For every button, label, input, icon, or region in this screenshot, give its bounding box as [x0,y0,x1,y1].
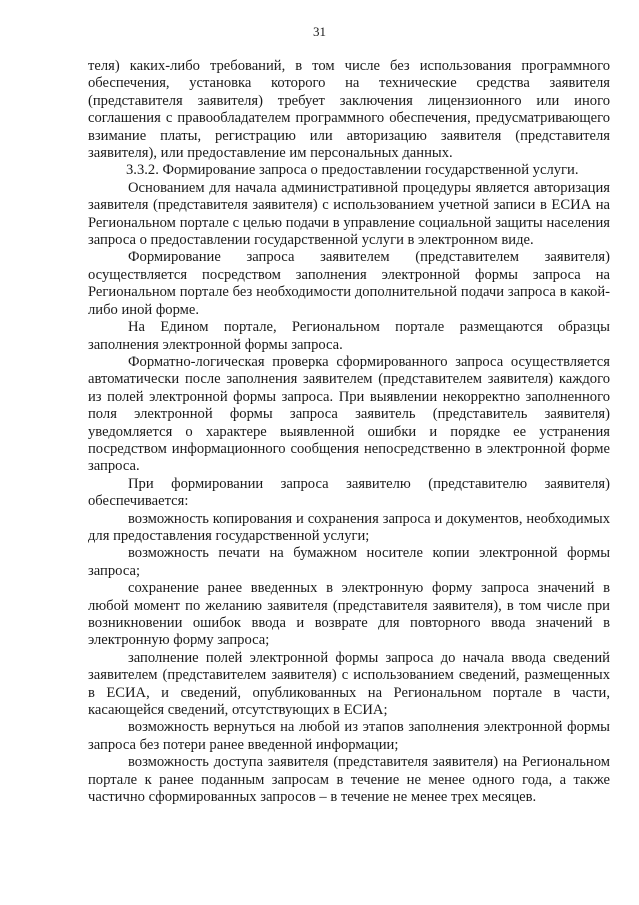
section-heading-3-3-2: 3.3.2. Формирование запроса о предоставлении государственной услуги. [126,162,579,179]
paragraph: Форматно-логическая проверка сформированного запроса осуществляется автоматически после заполнения заявителем (представителем заявителя) каждого из полей электронной формы запроса. При выявлении некорректно заполненного поля электронной формы запроса заявитель (представитель заявителя) уведомляется о характере выявленной ошибки и порядке ее устранения посредством информационного сообщения непосредственно в электронной форме запроса. [88,353,610,475]
paragraph: Формирование запроса заявителем (представителем заявителя) осуществляется посредством заполнения электронной формы запроса на Региональном портале без необходимости дополнительной подачи запроса в какой-либо иной форме. [88,249,610,318]
list-item: возможность копирования и сохранения запроса и документов, необходимых для предоставления государственной услуги; [88,510,610,544]
paragraph: Основанием для начала административной процедуры является авторизация заявителя (представителя заявителя) с использованием учетной записи в ЕСИА на Региональном портале с целью подачи в управление социальной защиты населения запроса о предоставлении государственной услуги в электронном виде. [88,179,610,249]
paragraph: На Едином портале, Региональном портале размещаются образцы заполнения электронной формы запроса. [88,319,610,353]
list-item: заполнение полей электронной формы запроса до начала ввода сведений заявителем (представителем заявителя) с использованием сведений, размещенных в ЕСИА, и сведений, опубликованных на Региональном портале в части, касающейся сведений, отсутствующих в ЕСИА; [88,649,610,719]
paragraph-continuation: теля) каких-либо требований, в том числе без использования программного обеспечения, установка которого на технические средства заявителя (представителя заявителя) требует заключения лицензионного или иного соглашения с правообладателем программного обеспечения, предусматривающего взимание платы, регистрацию или авторизацию заявителя (представителя заявителя), или предоставление им персональных данных. [88,58,610,162]
list-item: возможность доступа заявителя (представителя заявителя) на Региональном портале к ранее поданным запросам в течение не менее одного года, а также частично сформированных запросов – в течение не менее трех месяцев. [88,754,610,806]
list-item: возможность печати на бумажном носителе копии электронной формы запроса; [88,545,610,579]
page-number: 31 [313,24,326,39]
list-item: сохранение ранее введенных в электронную форму запроса значений в любой момент по желанию заявителя (представителя заявителя), в том числе при возникновении ошибок ввода и возврате для повторного ввода значений в электронную форму запроса; [88,580,610,649]
body-text [88,58,610,806]
paragraph: При формировании запроса заявителю (представителю заявителя) обеспечивается: [88,475,610,510]
list-item: возможность вернуться на любой из этапов заполнения электронной формы запроса без потери ранее введенной информации; [88,719,610,753]
